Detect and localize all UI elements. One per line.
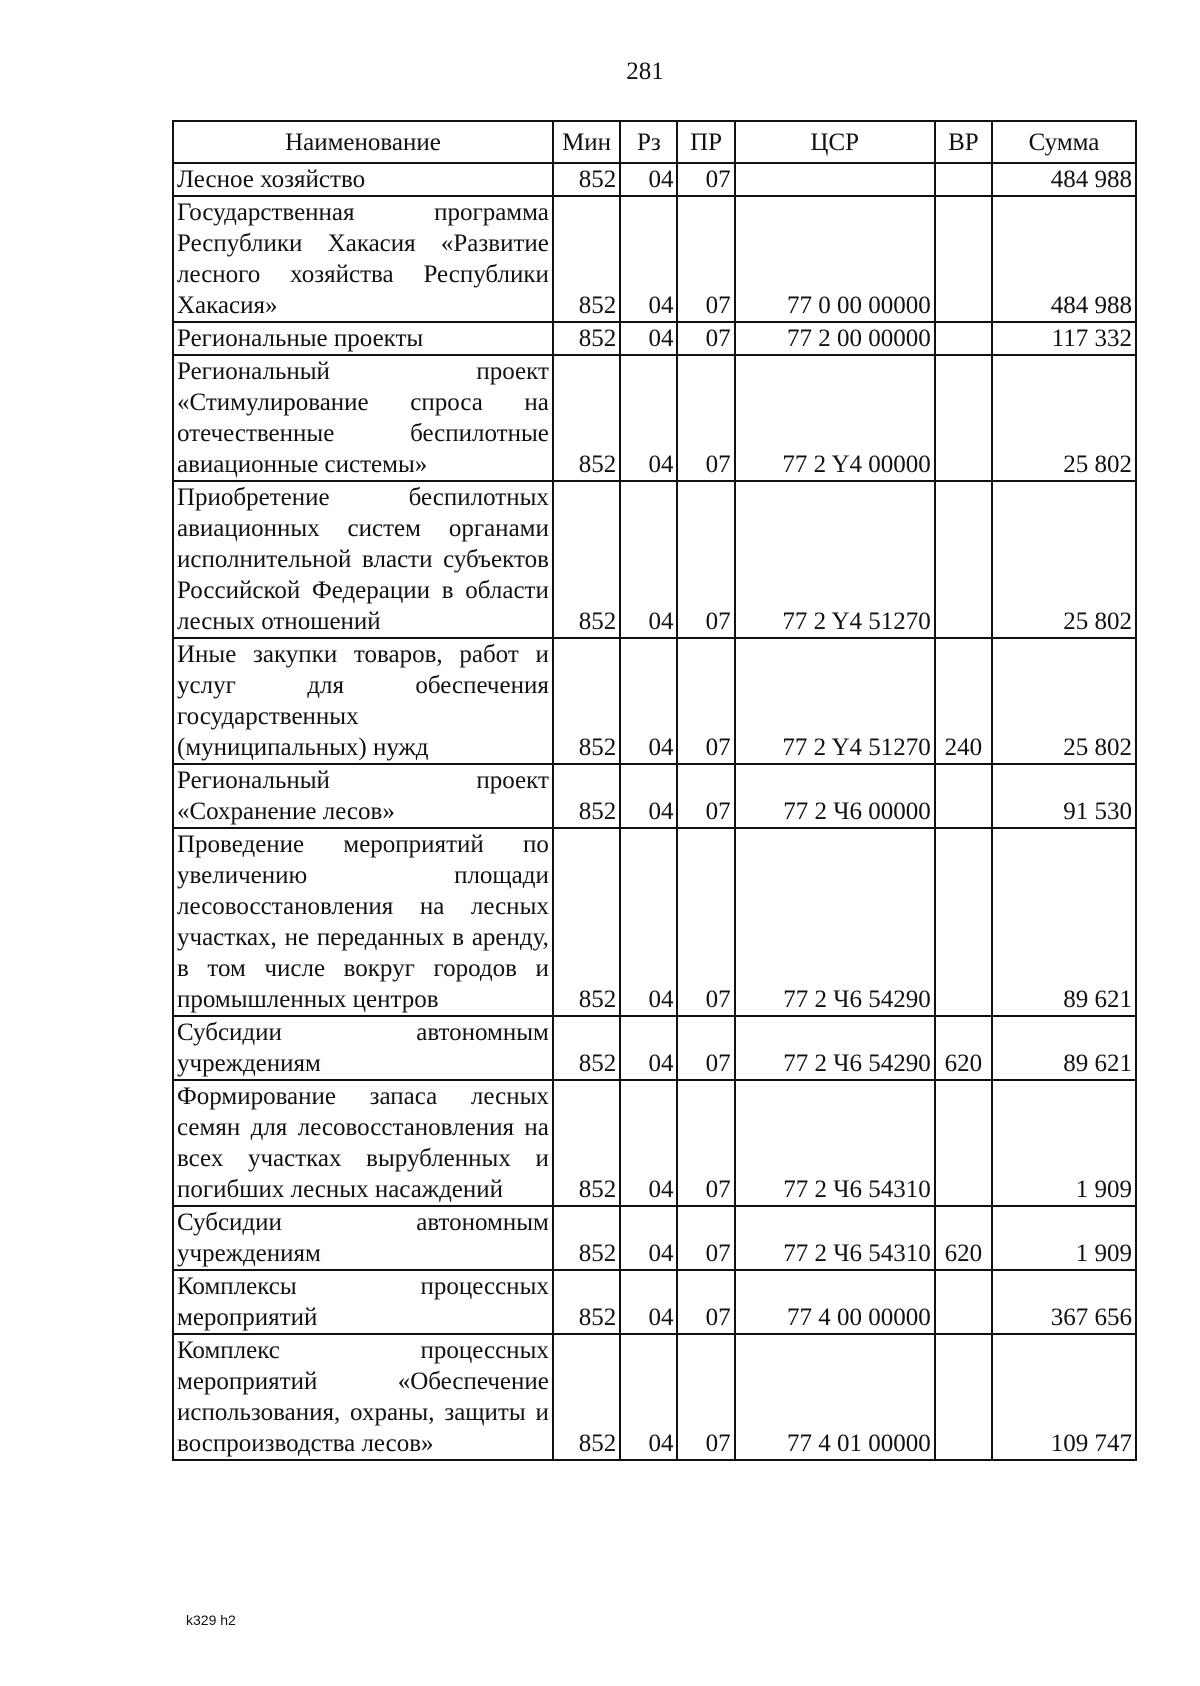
table-row xyxy=(173,322,1136,355)
row-name: Приобретение беспилотных авиационных систем органами исполнительной власти субъектов Российской Федерации в области лесных отношений xyxy=(173,481,553,638)
row-pr: 07 xyxy=(677,638,734,764)
row-csr: 77 2 00 00000 xyxy=(735,322,935,355)
row-sum: 117 332 xyxy=(992,322,1136,355)
row-sum: 25 802 xyxy=(992,638,1136,764)
row-sum: 109 747 xyxy=(992,1334,1136,1460)
row-pr: 07 xyxy=(677,828,734,1016)
row-csr: 77 2 Y4 51270 xyxy=(735,481,935,638)
row-name: Региональный проект «Сохранение лесов» xyxy=(173,764,553,828)
row-min: 852 xyxy=(553,1206,620,1270)
row-vr xyxy=(935,1270,992,1334)
row-csr: 77 0 00 00000 xyxy=(735,196,935,322)
row-min: 852 xyxy=(553,322,620,355)
header-sum: Сумма xyxy=(992,121,1136,163)
row-min: 852 xyxy=(553,355,620,481)
table-row xyxy=(173,1334,1136,1460)
row-name: Региональные проекты xyxy=(173,322,553,355)
row-pr: 07 xyxy=(677,1206,734,1270)
row-pr: 07 xyxy=(677,322,734,355)
row-min: 852 xyxy=(553,1016,620,1080)
header-rz: Рз xyxy=(620,121,677,163)
row-name: Формирование запаса лесных семян для лесовосстановления на всех участках вырубленных и погибших лесных насаждений xyxy=(173,1080,553,1206)
row-sum: 89 621 xyxy=(992,828,1136,1016)
row-name: Лесное хозяйство xyxy=(173,163,553,196)
row-pr: 07 xyxy=(677,355,734,481)
table-row xyxy=(173,355,1136,481)
row-pr: 07 xyxy=(677,1334,734,1460)
table-row xyxy=(173,1080,1136,1206)
table-header-row xyxy=(173,121,1136,163)
row-min: 852 xyxy=(553,1080,620,1206)
row-rz: 04 xyxy=(620,1080,677,1206)
row-rz: 04 xyxy=(620,355,677,481)
row-csr: 77 4 01 00000 xyxy=(735,1334,935,1460)
row-vr xyxy=(935,828,992,1016)
row-csr xyxy=(735,163,935,196)
row-min: 852 xyxy=(553,638,620,764)
row-pr: 07 xyxy=(677,1016,734,1080)
header-vr: ВР xyxy=(935,121,992,163)
row-rz: 04 xyxy=(620,764,677,828)
row-rz: 04 xyxy=(620,322,677,355)
row-vr xyxy=(935,355,992,481)
row-csr: 77 2 Ч6 54310 xyxy=(735,1206,935,1270)
table-row xyxy=(173,196,1136,322)
row-name: Региональный проект «Стимулирование спроса на отечественные беспилотные авиационные системы» xyxy=(173,355,553,481)
table-row xyxy=(173,1206,1136,1270)
row-pr: 07 xyxy=(677,1270,734,1334)
row-vr: 620 xyxy=(935,1206,992,1270)
row-rz: 04 xyxy=(620,1206,677,1270)
row-sum: 89 621 xyxy=(992,1016,1136,1080)
row-name: Комплекс процессных мероприятий «Обеспечение использования, охраны, защиты и воспроизводства лесов» xyxy=(173,1334,553,1460)
row-pr: 07 xyxy=(677,163,734,196)
table-row xyxy=(173,163,1136,196)
row-sum: 25 802 xyxy=(992,481,1136,638)
row-min: 852 xyxy=(553,196,620,322)
row-csr: 77 4 00 00000 xyxy=(735,1270,935,1334)
header-csr: ЦСР xyxy=(735,121,935,163)
row-rz: 04 xyxy=(620,481,677,638)
table-row xyxy=(173,764,1136,828)
row-csr: 77 2 Ч6 00000 xyxy=(735,764,935,828)
header-name: Наименование xyxy=(173,121,553,163)
budget-table xyxy=(172,120,1137,1461)
table-row xyxy=(173,481,1136,638)
footer-code: k329 h2 xyxy=(186,1612,236,1628)
table-row xyxy=(173,638,1136,764)
row-sum: 91 530 xyxy=(992,764,1136,828)
table-row xyxy=(173,1016,1136,1080)
row-name: Иные закупки товаров, работ и услуг для обеспечения государственных (муниципальных) нужд xyxy=(173,638,553,764)
row-pr: 07 xyxy=(677,481,734,638)
page-number: 281 xyxy=(626,58,664,85)
row-csr: 77 2 Ч6 54290 xyxy=(735,828,935,1016)
row-vr xyxy=(935,196,992,322)
table-row xyxy=(173,1270,1136,1334)
row-min: 852 xyxy=(553,828,620,1016)
row-rz: 04 xyxy=(620,1270,677,1334)
row-sum: 25 802 xyxy=(992,355,1136,481)
row-name: Субсидии автономным учреждениям xyxy=(173,1016,553,1080)
row-rz: 04 xyxy=(620,638,677,764)
row-sum: 367 656 xyxy=(992,1270,1136,1334)
row-rz: 04 xyxy=(620,196,677,322)
row-csr: 77 2 Ч6 54290 xyxy=(735,1016,935,1080)
row-vr: 240 xyxy=(935,638,992,764)
table-row xyxy=(173,828,1136,1016)
row-sum: 484 988 xyxy=(992,163,1136,196)
row-sum: 484 988 xyxy=(992,196,1136,322)
row-vr xyxy=(935,481,992,638)
row-name: Государственная программа Республики Хакасия «Развитие лесного хозяйства Республики Хакасия» xyxy=(173,196,553,322)
row-csr: 77 2 Y4 51270 xyxy=(735,638,935,764)
row-name: Субсидии автономным учреждениям xyxy=(173,1206,553,1270)
row-min: 852 xyxy=(553,481,620,638)
row-vr: 620 xyxy=(935,1016,992,1080)
row-min: 852 xyxy=(553,764,620,828)
row-csr: 77 2 Y4 00000 xyxy=(735,355,935,481)
row-pr: 07 xyxy=(677,1080,734,1206)
row-rz: 04 xyxy=(620,828,677,1016)
row-rz: 04 xyxy=(620,1334,677,1460)
row-sum: 1 909 xyxy=(992,1206,1136,1270)
row-vr xyxy=(935,1334,992,1460)
row-vr xyxy=(935,163,992,196)
row-csr: 77 2 Ч6 54310 xyxy=(735,1080,935,1206)
row-vr xyxy=(935,764,992,828)
row-sum: 1 909 xyxy=(992,1080,1136,1206)
row-rz: 04 xyxy=(620,163,677,196)
row-vr xyxy=(935,1080,992,1206)
row-name: Проведение мероприятий по увеличению площади лесовосстановления на лесных участках, не переданных в аренду, в том числе вокруг городов и промышленных центров xyxy=(173,828,553,1016)
row-rz: 04 xyxy=(620,1016,677,1080)
row-pr: 07 xyxy=(677,196,734,322)
header-min: Мин xyxy=(553,121,620,163)
row-pr: 07 xyxy=(677,764,734,828)
row-min: 852 xyxy=(553,163,620,196)
row-min: 852 xyxy=(553,1334,620,1460)
row-name: Комплексы процессных мероприятий xyxy=(173,1270,553,1334)
row-min: 852 xyxy=(553,1270,620,1334)
header-pr: ПР xyxy=(677,121,734,163)
row-vr xyxy=(935,322,992,355)
